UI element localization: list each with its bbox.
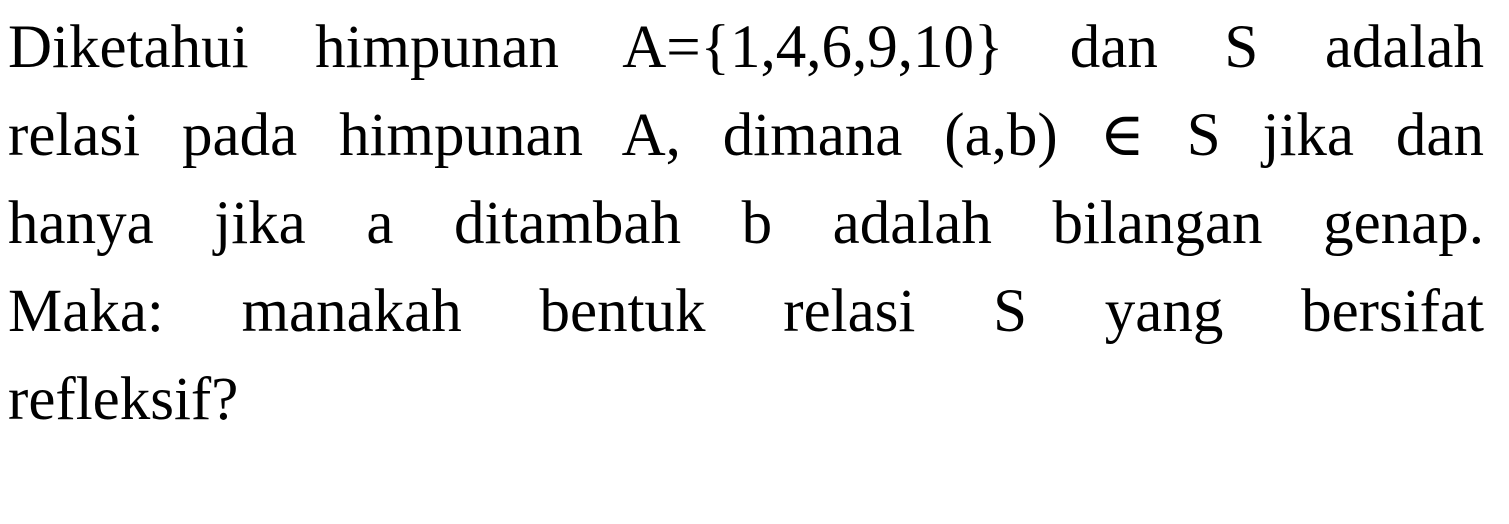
problem-line-5: refleksif? <box>8 366 239 433</box>
problem-line-1: Diketahui himpunan A={1,4,6,9,10} dan S adalah <box>8 14 1484 81</box>
problem-line-3: hanya jika a ditambah b adalah bilangan genap. <box>8 190 1484 257</box>
problem-statement <box>8 4 1484 444</box>
problem-line-2: relasi pada himpunan A, dimana (a,b) ∈ S jika dan <box>8 102 1484 169</box>
problem-line-4: Maka: manakah bentuk relasi S yang bersifat <box>8 278 1484 345</box>
